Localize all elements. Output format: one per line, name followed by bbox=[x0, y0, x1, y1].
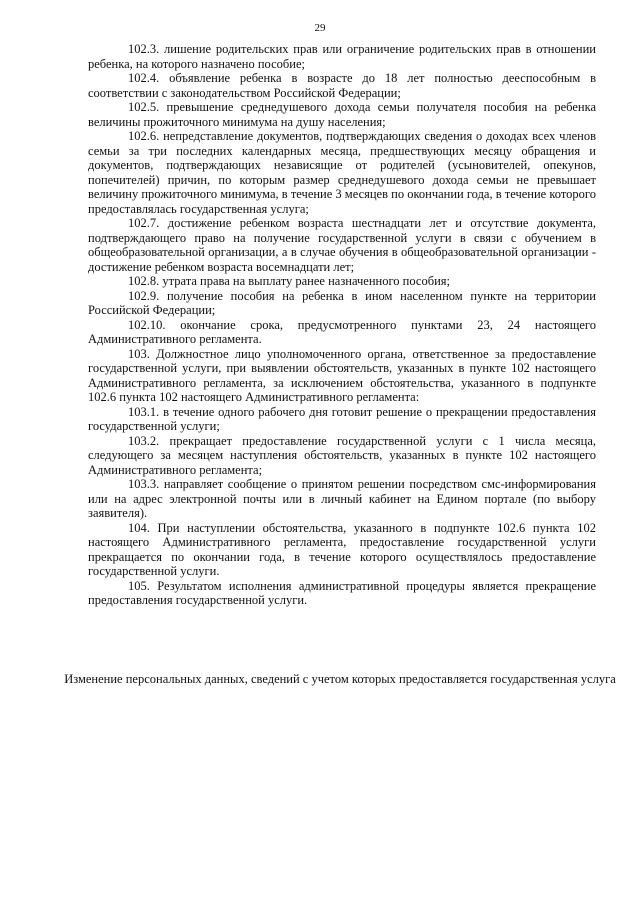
paragraph-102-7: 102.7. достижение ребенком возраста шестнадцати лет и отсутствие документа, подтверждающего право на получение государственной услуги в связи с обучением в общеобразовательной организации, а в случае обучения в общеобразовательной организации - достижение ребенком возраста восемнадцати лет; bbox=[88, 216, 596, 274]
paragraph-105: 105. Результатом исполнения административной процедуры является прекращение предоставления государственной услуги. bbox=[88, 578, 596, 607]
paragraph-103-1: 103.1. в течение одного рабочего дня готовит решение о прекращении предоставления государственной услуги; bbox=[88, 404, 596, 433]
paragraph-103-3: 103.3. направляет сообщение о принятом решении посредством смс-информирования или на адрес электронной почты или в личный кабинет на Едином портале (по выбору заявителя). bbox=[88, 477, 596, 520]
section-heading: Изменение персональных данных, сведений с учетом которых предоставляется государственная услуга bbox=[64, 672, 616, 686]
paragraph-102-10: 102.10. окончание срока, предусмотренного пунктами 23, 24 настоящего Административного регламента. bbox=[88, 317, 596, 346]
page-number: 29 bbox=[314, 22, 326, 34]
paragraph-103: 103. Должностное лицо уполномоченного органа, ответственное за предоставление государственной услуги, при выявлении обстоятельств, указанных в пункте 102 настоящего Административного регламента, за исключением обстоятельства, указанного в подпункте 102.6 пункта 102 настоящего Административного регламента: bbox=[88, 346, 596, 404]
document-body bbox=[88, 42, 596, 608]
paragraph-103-2: 103.2. прекращает предоставление государственной услуги с 1 числа месяца, следующего за месяцем наступления обстоятельств, указанных в пункте 102 настоящего Административного регламента; bbox=[88, 433, 596, 477]
paragraph-102-5: 102.5. превышение среднедушевого дохода семьи получателя пособия на ребенка величины прожиточного минимума на душу населения; bbox=[88, 100, 596, 129]
paragraph-104: 104. При наступлении обстоятельства, указанного в подпункте 102.6 пункта 102 настоящего Административного регламента, предоставление государственной услуги прекращается по окончании года, в течение которого осуществлялось предоставление государственной услуги. bbox=[88, 520, 596, 578]
paragraph-102-3: 102.3. лишение родительских прав или ограничение родительских прав в отношении ребенка, на которого назначено пособие; bbox=[88, 42, 596, 71]
paragraph-102-9: 102.9. получение пособия на ребенка в ином населенном пункте на территории Российской Федерации; bbox=[88, 288, 596, 317]
paragraph-102-8: 102.8. утрата права на выплату ранее назначенного пособия; bbox=[128, 274, 450, 288]
paragraph-102-4: 102.4. объявление ребенка в возрасте до 18 лет полностью дееспособным в соответствии с законодательством Российской Федерации; bbox=[88, 71, 596, 100]
paragraph-102-6: 102.6. непредставление документов, подтверждающих сведения о доходах всех членов семьи за три последних календарных месяца, предшествующих месяцу обращения и документов, подтверждающих независящие от родителей (усыновителей, опекунов, попечителей) причин, по которым размер среднедушевого дохода семьи не превышает величину прожиточного минимума, в течение 3 месяцев по окончании года, в течение которого предоставлялась государственная услуга; bbox=[88, 129, 596, 216]
